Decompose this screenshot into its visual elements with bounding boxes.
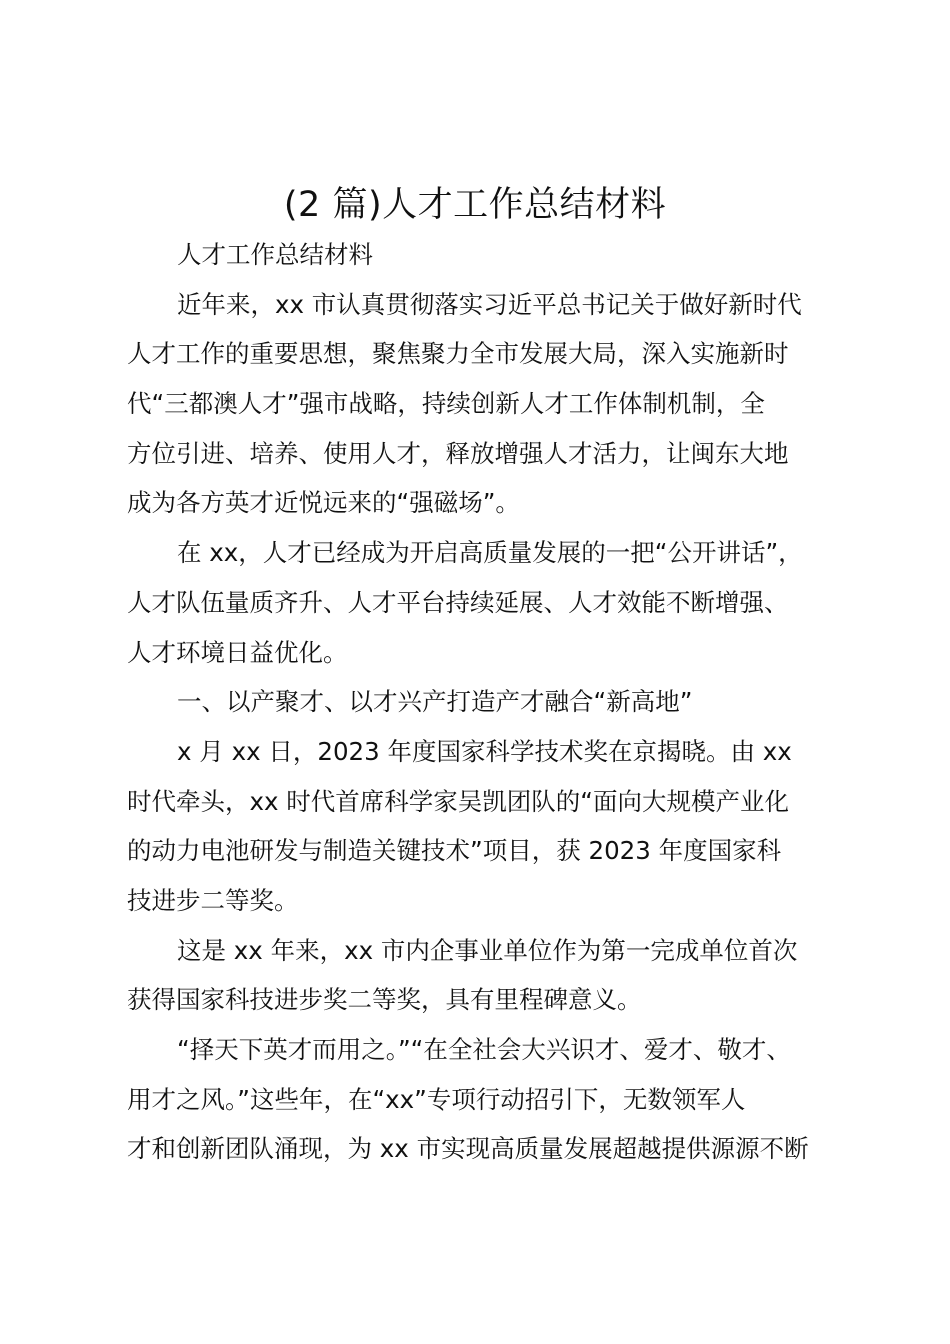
document-body	[127, 230, 837, 1174]
text-line: 人才环境日益优化。	[127, 637, 348, 667]
text-line: 人才工作总结材料	[177, 240, 373, 269]
text-line: 技进步二等奖。	[127, 885, 299, 915]
text-line: 成为各方英才近悦远来的“强磁场”。	[127, 488, 520, 518]
section-heading: 一、以产聚才、以才兴产打造产才融合“新高地”	[177, 687, 693, 717]
text-line: 才和创新团队涌现，为 xx 市实现高质量发展超越提供源源不断	[127, 1134, 809, 1164]
text-line: 人才工作的重要思想，聚焦聚力全市发展大局，深入实施新时	[127, 339, 789, 369]
text-line: 人才队伍量质齐升、人才平台持续延展、人才效能不断增强、	[127, 587, 789, 617]
text-line: 近年来，xx 市认真贯彻落实习近平总书记关于做好新时代	[177, 289, 802, 319]
text-line: 方位引进、培养、使用人才，释放增强人才活力，让闽东大地	[127, 438, 789, 468]
text-line: 时代牵头，xx 时代首席科学家吴凯团队的“面向大规模产业化	[127, 786, 789, 816]
text-line: “择天下英才而用之。”“在全社会大兴识才、爱才、敬才、	[177, 1035, 791, 1064]
text-line: 这是 xx 年来，xx 市内企事业单位作为第一完成单位首次	[177, 935, 798, 965]
text-line: x 月 xx 日，2023 年度国家科学技术奖在京揭晓。由 xx	[177, 736, 792, 766]
document-title: (2 篇)人才工作总结材料	[283, 185, 667, 225]
text-line: 用才之风。”这些年，在“xx”专项行动招引下，无数领军人	[127, 1084, 746, 1114]
text-line: 的动力电池研发与制造关键技术”项目，获 2023 年度国家科	[127, 836, 782, 866]
text-line: 获得国家科技进步奖二等奖，具有里程碑意义。	[127, 985, 642, 1015]
text-line: 在 xx，人才已经成为开启高质量发展的一把“公开讲话”，	[177, 538, 803, 568]
text-line: 代“三都澳人才”强市战略，持续创新人才工作体制机制，全	[127, 389, 765, 419]
